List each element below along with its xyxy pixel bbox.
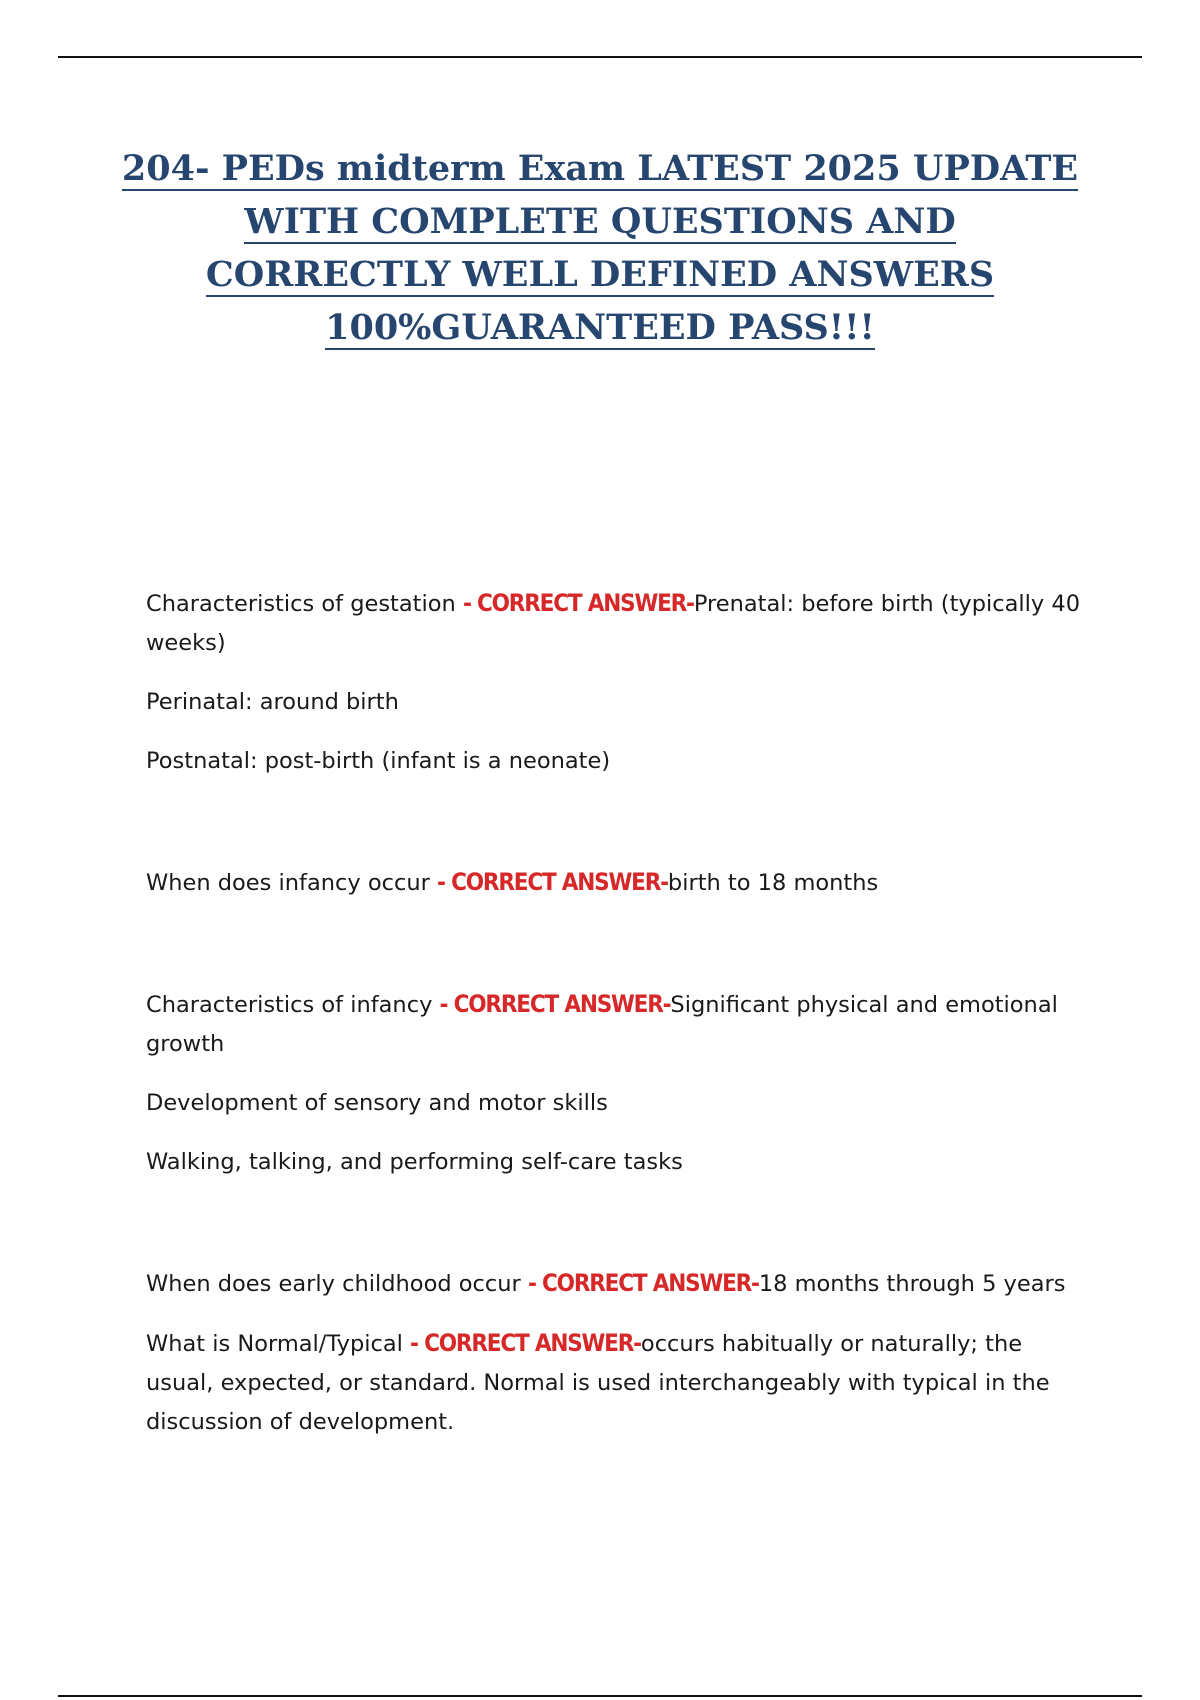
document-title (120, 142, 1080, 354)
answer-extra-line: Walking, talking, and performing self-care tasks (146, 1149, 683, 1175)
question-text: Characteristics of infancy (146, 992, 440, 1018)
correct-answer-label: - CORRECT ANSWER- (439, 990, 671, 1018)
bottom-rule (58, 1695, 1142, 1697)
qa-entry-normal-typical (146, 1324, 1096, 1442)
qa-entry-infancy-characteristics (146, 985, 1096, 1064)
answer-text: Significant physical and emotional growth (146, 992, 1058, 1057)
title-line-3: CORRECTLY WELL DEFINED ANSWERS (205, 254, 995, 295)
answer-text: 18 months through 5 years (758, 1271, 1066, 1297)
title-line-4: 100%GUARANTEED PASS!!! (325, 307, 875, 348)
question-text: When does early childhood occur (146, 1271, 528, 1297)
correct-answer-label: - CORRECT ANSWER- (462, 589, 694, 617)
question-text: Characteristics of gestation (146, 591, 463, 617)
question-text: What is Normal/Typical (146, 1331, 411, 1357)
answer-text: Prenatal: before birth (typically 40 weeks) (146, 591, 1081, 656)
correct-answer-label: - CORRECT ANSWER- (527, 1269, 759, 1297)
correct-answer-label: - CORRECT ANSWER- (437, 868, 668, 896)
qa-entry-gestation (146, 584, 1096, 663)
answer-extra-line: Postnatal: post-birth (infant is a neonate) (146, 748, 611, 774)
question-text: When does infancy occur (146, 870, 438, 896)
qa-entry-infancy-timing (146, 863, 1096, 903)
answer-text: birth to 18 months (667, 870, 879, 896)
correct-answer-label: - CORRECT ANSWER- (410, 1329, 641, 1357)
answer-extra-line: Development of sensory and motor skills (146, 1090, 608, 1116)
qa-entry-early-childhood (146, 1264, 1096, 1304)
title-line-1: 204- PEDs midterm Exam LATEST 2025 UPDATE (121, 148, 1079, 189)
top-rule (58, 56, 1142, 58)
answer-extra-line: Perinatal: around birth (146, 689, 399, 715)
qa-content (146, 584, 1096, 1442)
answer-text: occurs habitually or naturally; the usual, expected, or standard. Normal is used interchangeably with typical in the discussion of development. (146, 1331, 1050, 1435)
title-line-2: WITH COMPLETE QUESTIONS AND (244, 201, 956, 242)
